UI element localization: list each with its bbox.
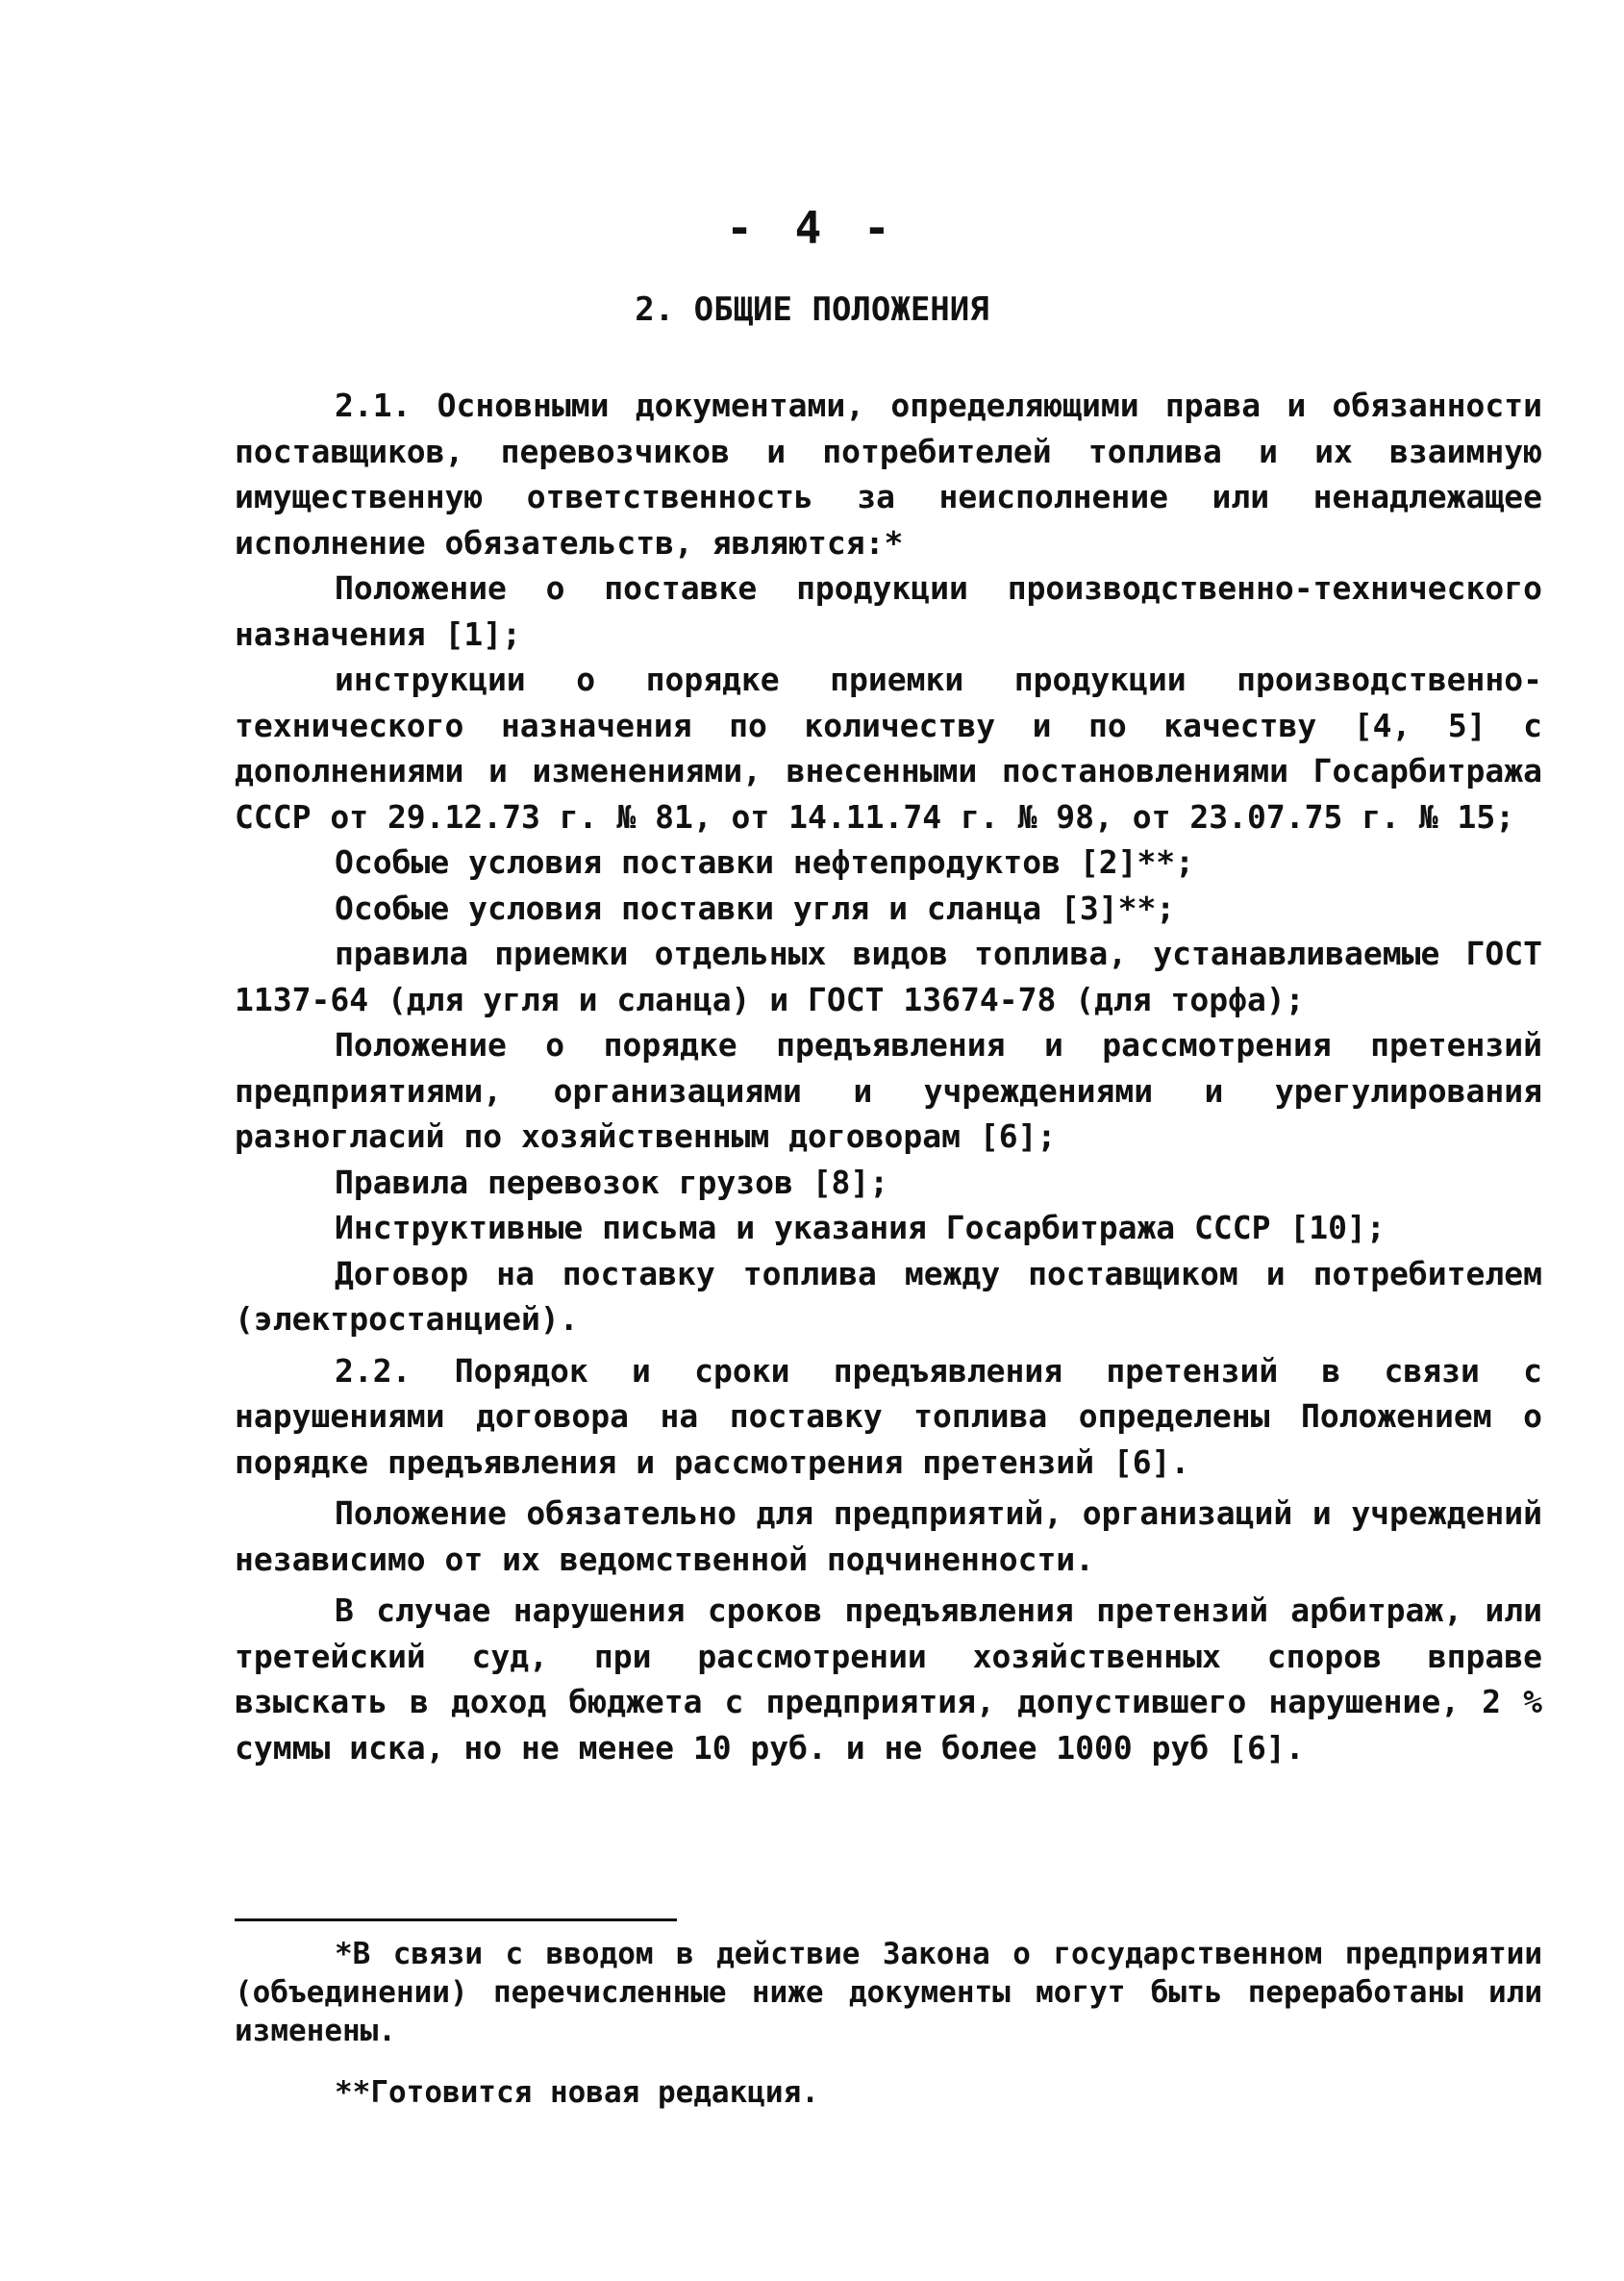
paragraph-2-2: 2.2. Порядок и сроки предъявления претензий в связи с нарушениями договора на поставку топлива определены Положением о порядке предъявления и рассмотрения претензий [6].	[235, 1351, 1542, 1481]
paragraph-penalty: В случае нарушения сроков предъявления претензий арбитраж, или третейский суд, при рассмотрении хозяйственных споров вправе взыскать в доход бюджета с предприятия, допустившего нарушение, 2 % суммы иска, но не менее 10 руб. и не более 1000 руб [6].	[235, 1592, 1542, 1767]
list-item-coal-conditions: Особые условия поставки угля и сланца [3]**;	[335, 889, 1176, 927]
list-item-arbitration-letters: Инструктивные письма и указания Госарбитража СССР [10];	[335, 1209, 1386, 1246]
paragraph-2-1: 2.1. Основными документами, определяющими права и обязанности поставщиков, перевозчиков и потребителей топлива и их взаимную имущественную ответственность за неисполнение или ненадлежащее исполнение обязательств, являются:*	[235, 387, 1542, 562]
list-item-petroleum-conditions: Особые условия поставки нефтепродуктов [2]**;	[335, 843, 1195, 881]
list-item-supply-contract: Договор на поставку топлива между поставщиком и потребителем (электростанцией).	[235, 1254, 1542, 1338]
footnotes	[235, 1935, 1542, 2112]
list-item-supply-regulation: Положение о поставке продукции производственно-технического назначения [1];	[235, 569, 1542, 653]
section-title: 2. ОБЩИЕ ПОЛОЖЕНИЯ	[635, 290, 989, 329]
list-item-acceptance-rules: правила приемки отдельных видов топлива, устанавливаемые ГОСТ 1137-64 (для угля и сланца) и ГОСТ 13674-78 (для торфа);	[235, 935, 1542, 1018]
list-item-claims-regulation: Положение о порядке предъявления и рассмотрения претензий предприятиями, организациями и учреждениями и урегулирования разногласий по хозяйственным договорам [6];	[235, 1026, 1542, 1155]
paragraph-regulation-binding: Положение обязательно для предприятий, организаций и учреждений независимо от их ведомственной подчиненности.	[235, 1494, 1542, 1578]
footnote-1: *В связи с вводом в действие Закона о государственном предприятии (объединении) перечисленные ниже документы могут быть переработаны или изменены.	[235, 1937, 1542, 2048]
footnote-divider	[235, 1918, 677, 1921]
footnote-2: **Готовится новая редакция.	[335, 2075, 819, 2110]
body-text	[235, 383, 1542, 1770]
list-item-cargo-rules: Правила перевозок грузов [8];	[335, 1163, 889, 1201]
list-item-acceptance-instructions: инструкции о порядке приемки продукции производственно-технического назначения по количеству и по качеству [4, 5] с дополнениями и изменениями, внесенными постановлениями Госарбитража СССР от 29.12.73 г. № 81, от 14.11.74 г. № 98, от 23.07.75 г. № 15;	[235, 661, 1542, 836]
page-number: - 4 -	[726, 202, 898, 254]
